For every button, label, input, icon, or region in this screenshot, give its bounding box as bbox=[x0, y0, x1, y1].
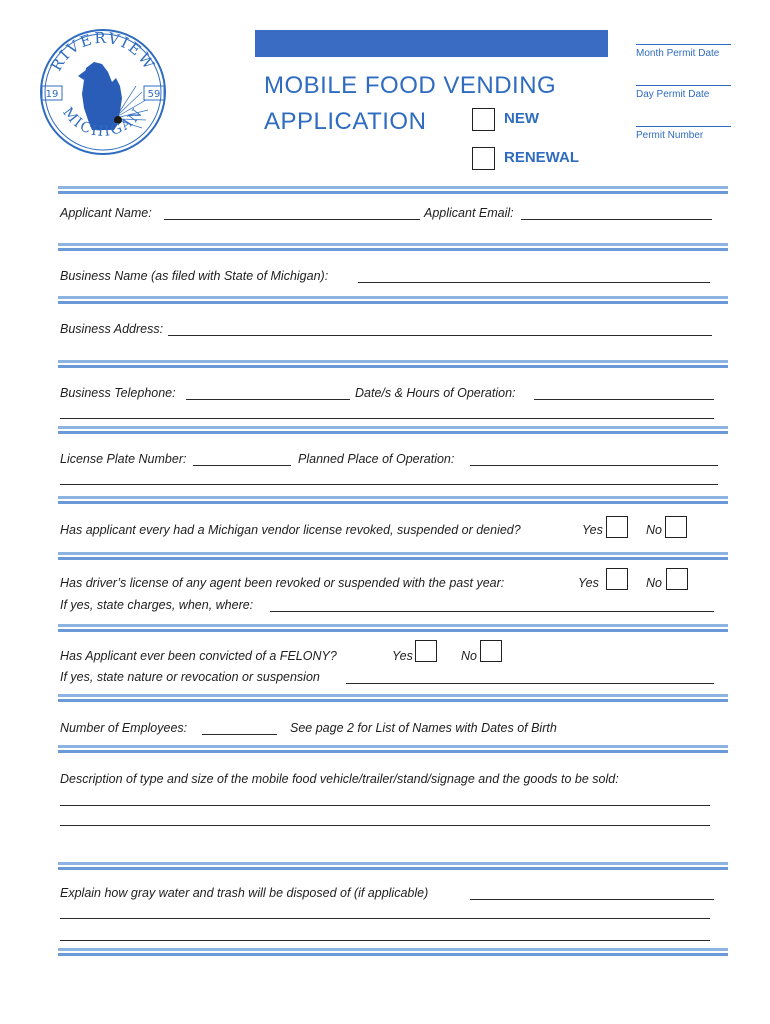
logo-top-text: RIVERVIEW bbox=[46, 28, 159, 75]
applicant-name-field[interactable] bbox=[164, 219, 420, 220]
business-telephone-field[interactable] bbox=[186, 399, 350, 400]
business-address-label: Business Address: bbox=[60, 322, 164, 336]
renewal-label: RENEWAL bbox=[504, 149, 579, 166]
logo-year-left: 19 bbox=[45, 89, 59, 100]
gray-water-field-line2[interactable] bbox=[60, 918, 710, 919]
new-checkbox[interactable] bbox=[472, 108, 495, 131]
vendor-license-no-checkbox[interactable] bbox=[665, 516, 687, 538]
applicant-name-label: Applicant Name: bbox=[60, 206, 152, 220]
dates-hours-label: Date/s & Hours of Operation: bbox=[355, 386, 516, 400]
riverview-seal-icon bbox=[38, 20, 168, 160]
planned-place-field-continued[interactable] bbox=[60, 484, 718, 485]
divider bbox=[58, 360, 728, 368]
gray-water-label: Explain how gray water and trash will be disposed of (if applicable) bbox=[60, 886, 429, 900]
logo-bottom-text: MICHIGAN bbox=[59, 104, 147, 141]
see-page-2-note: See page 2 for List of Names with Dates of Birth bbox=[290, 721, 557, 735]
felony-no-checkbox[interactable] bbox=[480, 640, 502, 662]
vendor-license-no-label: No bbox=[646, 523, 662, 537]
felony-followup-field[interactable] bbox=[346, 683, 714, 684]
dates-hours-field-continued[interactable] bbox=[60, 418, 714, 419]
drivers-license-yes-checkbox[interactable] bbox=[606, 568, 628, 590]
description-field-line2[interactable] bbox=[60, 825, 710, 826]
form-title-line2: APPLICATION bbox=[264, 108, 427, 135]
description-label: Description of type and size of the mobile food vehicle/trailer/stand/signage and the goods to be sold: bbox=[60, 772, 619, 786]
divider bbox=[58, 243, 728, 251]
vendor-license-yes-label: Yes bbox=[582, 523, 603, 537]
divider bbox=[58, 948, 728, 956]
month-permit-date-label: Month Permit Date bbox=[636, 48, 720, 59]
felony-question: Has Applicant ever been convicted of a FELONY? bbox=[60, 649, 337, 663]
divider bbox=[58, 745, 728, 753]
drivers-license-question: Has driver’s license of any agent been revoked or suspended with the past year: bbox=[60, 576, 505, 590]
business-name-field[interactable] bbox=[358, 282, 710, 283]
riverview-logo bbox=[38, 20, 168, 160]
description-field-line1[interactable] bbox=[60, 805, 710, 806]
planned-place-field[interactable] bbox=[470, 465, 718, 466]
divider bbox=[58, 496, 728, 504]
drivers-license-no-checkbox[interactable] bbox=[666, 568, 688, 590]
license-plate-label: License Plate Number: bbox=[60, 452, 187, 466]
drivers-license-yes-label: Yes bbox=[578, 576, 599, 590]
license-plate-field[interactable] bbox=[193, 465, 291, 466]
dates-hours-field[interactable] bbox=[534, 399, 714, 400]
gray-water-field-line3[interactable] bbox=[60, 940, 710, 941]
business-address-field[interactable] bbox=[168, 335, 712, 336]
drivers-license-no-label: No bbox=[646, 576, 662, 590]
felony-yes-checkbox[interactable] bbox=[415, 640, 437, 662]
felony-yes-label: Yes bbox=[392, 649, 413, 663]
drivers-license-followup-label: If yes, state charges, when, where: bbox=[60, 598, 254, 612]
divider bbox=[58, 694, 728, 702]
divider bbox=[58, 624, 728, 632]
vendor-license-yes-checkbox[interactable] bbox=[606, 516, 628, 538]
divider bbox=[58, 296, 728, 304]
vendor-license-question: Has applicant every had a Michigan vendor license revoked, suspended or denied? bbox=[60, 523, 521, 537]
day-permit-line bbox=[636, 85, 731, 86]
gray-water-field[interactable] bbox=[470, 899, 714, 900]
num-employees-label: Number of Employees: bbox=[60, 721, 188, 735]
planned-place-label: Planned Place of Operation: bbox=[298, 452, 455, 466]
permit-number-line bbox=[636, 126, 731, 127]
num-employees-field[interactable] bbox=[202, 734, 277, 735]
new-label: NEW bbox=[504, 110, 539, 127]
divider bbox=[58, 186, 728, 194]
felony-followup-label: If yes, state nature or revocation or suspension bbox=[60, 670, 320, 684]
day-permit-date-label: Day Permit Date bbox=[636, 89, 710, 100]
divider bbox=[58, 862, 728, 870]
header-color-bar bbox=[255, 30, 608, 57]
business-telephone-label: Business Telephone: bbox=[60, 386, 176, 400]
logo-year-right: 59 bbox=[147, 89, 161, 100]
business-name-label: Business Name (as filed with State of Michigan): bbox=[60, 269, 329, 283]
applicant-email-field[interactable] bbox=[521, 219, 712, 220]
form-title-line1: MOBILE FOOD VENDING bbox=[264, 72, 557, 99]
applicant-email-label: Applicant Email: bbox=[424, 206, 514, 220]
renewal-checkbox[interactable] bbox=[472, 147, 495, 170]
permit-number-label: Permit Number bbox=[636, 130, 704, 141]
month-permit-line bbox=[636, 44, 731, 45]
felony-no-label: No bbox=[461, 649, 477, 663]
drivers-license-followup-field[interactable] bbox=[270, 611, 714, 612]
divider bbox=[58, 426, 728, 434]
divider bbox=[58, 552, 728, 560]
